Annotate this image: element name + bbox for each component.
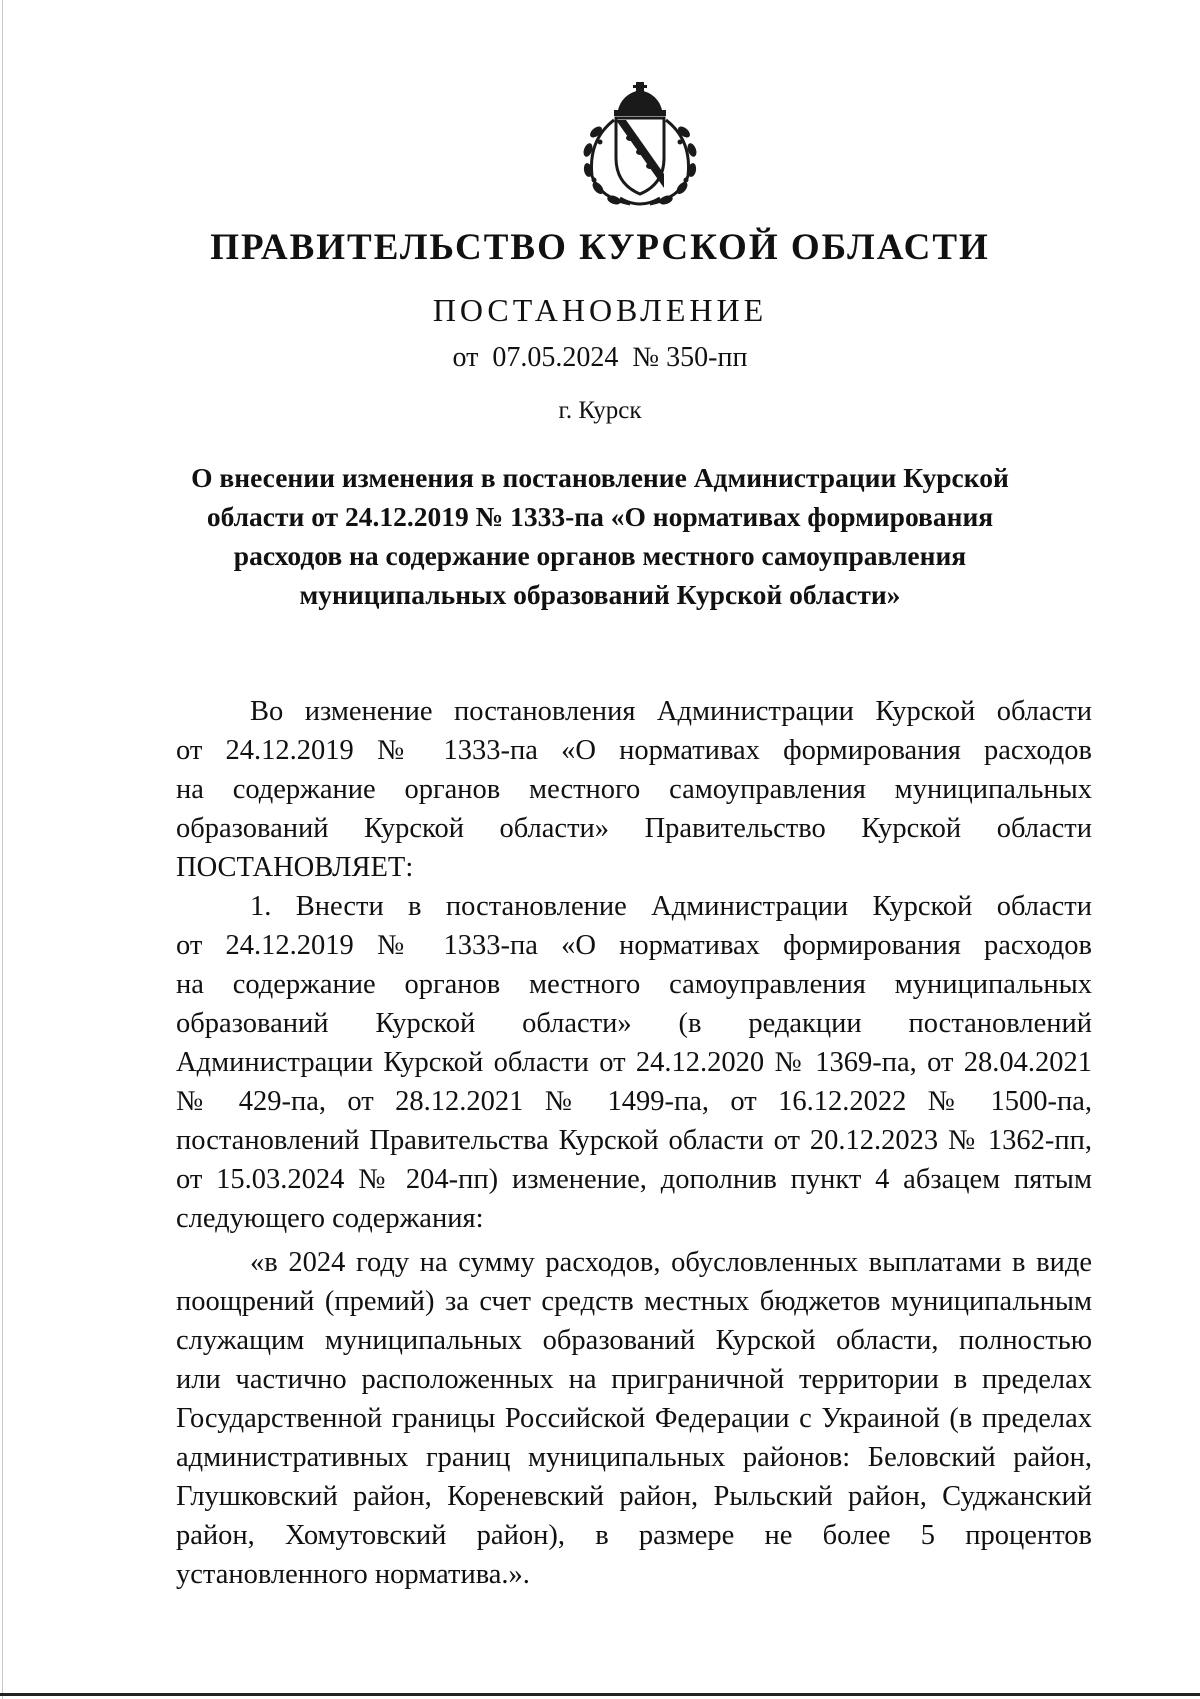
document-body — [176, 692, 1092, 1594]
body-line: образований Курской области» (в редакции постановлений — [176, 1008, 1092, 1039]
body-line: служащим муниципальных образований Курской области, полностью — [176, 1325, 1092, 1356]
body-line: Государственной границы Российской Федерации с Украиной (в пределах — [176, 1403, 1092, 1434]
preamble-paragraph — [176, 692, 1092, 887]
body-line: постановлений Правительства Курской области от 20.12.2023 № 1362-пп, — [176, 1125, 1092, 1156]
subject-line: расходов на содержание органов местного самоуправления — [233, 540, 967, 571]
body-line: ПОСТАНОВЛЯЕТ: — [176, 852, 414, 883]
body-line: административных границ муниципальных районов: Беловский район, — [176, 1442, 1092, 1473]
date-prefix: от — [452, 342, 479, 373]
body-line: образований Курской области» Правительство Курской области — [176, 813, 1092, 844]
document-number: № 350-пп — [632, 342, 748, 373]
document-place: г. Курск — [558, 397, 642, 424]
body-line: 1. Внести в постановление Администрации Курской области — [250, 891, 1092, 922]
body-line: Во изменение постановления Администрации Курской области — [250, 696, 1092, 727]
document-subject — [160, 458, 1040, 614]
body-line: «в 2024 году на сумму расходов, обусловленных выплатами в виде — [250, 1247, 1092, 1278]
kursk-coat-of-arms-icon — [570, 80, 710, 212]
scan-bottom-edge — [0, 1693, 1200, 1696]
body-line: на содержание органов местного самоуправления муниципальных — [176, 774, 1092, 805]
body-line: № 429-па, от 28.12.2021 № 1499-па, от 16.12.2022 № 1500-па, — [176, 1086, 1092, 1117]
body-line: район, Хомутовский район), в размере не более 5 процентов — [176, 1520, 1092, 1551]
document-type: ПОСТАНОВЛЕНИЕ — [432, 292, 768, 328]
document-date-line — [0, 340, 1200, 376]
body-line: от 15.03.2024 № 204-пп) изменение, дополнив пункт 4 абзацем пятым — [176, 1164, 1092, 1195]
document-date: 07.05.2024 — [492, 342, 619, 373]
body-line: следующего содержания: — [176, 1203, 484, 1234]
subject-line: муниципальных образований Курской области» — [299, 579, 901, 610]
body-line: от 24.12.2019 № 1333-па «О нормативах формирования расходов — [176, 735, 1092, 766]
quoted-amendment-paragraph — [176, 1243, 1092, 1594]
subject-line: О внесении изменения в постановление Администрации Курской — [191, 462, 1009, 493]
body-line: Глушковский район, Кореневский район, Рыльский район, Суджанский — [176, 1481, 1092, 1512]
government-title: ПРАВИТЕЛЬСТВО КУРСКОЙ ОБЛАСТИ — [210, 227, 990, 268]
body-line: или частично расположенных на приграничной территории в пределах — [176, 1364, 1092, 1395]
body-line: на содержание органов местного самоуправления муниципальных — [176, 969, 1092, 1000]
subject-line: области от 24.12.2019 № 1333-па «О нормативах формирования — [206, 501, 994, 532]
body-line: от 24.12.2019 № 1333-па «О нормативах формирования расходов — [176, 930, 1092, 961]
body-line: поощрений (премий) за счет средств местных бюджетов муниципальным — [176, 1286, 1092, 1317]
item-1-paragraph — [176, 887, 1092, 1238]
body-line: Администрации Курской области от 24.12.2020 № 1369-па, от 28.04.2021 — [176, 1047, 1092, 1078]
body-line: установленного норматива.». — [176, 1559, 530, 1590]
